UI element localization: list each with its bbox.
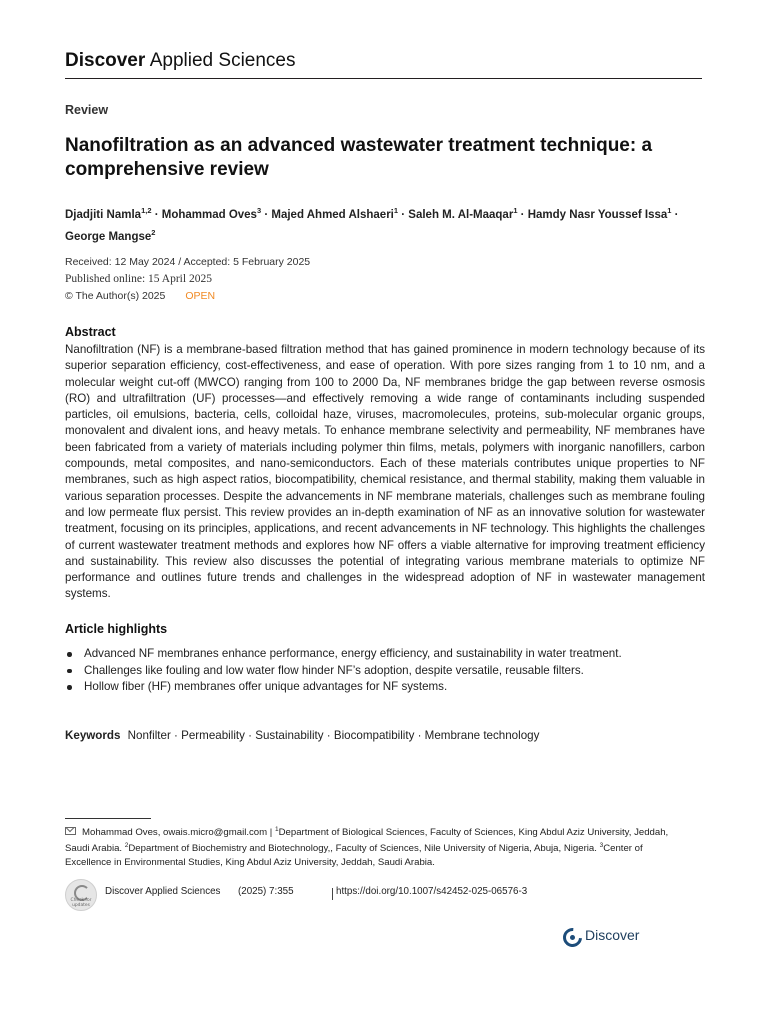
author-affiliation: 1,2 [141, 206, 152, 215]
author-affiliation: 1 [393, 206, 399, 215]
abstract-text: Nanofiltration (NF) is a membrane-based filtration method that has gained prominence in modern technology because of its superior separation efficiency, cost-effectiveness, and ease of operation. With pore sizes ranging from 1 to 10 nm, and a molecular weight cut-off (MWCO) ranging from 100 to 2000 Da, NF membranes bridge the gap between reverse osmosis (RO) and ultrafiltration (UF) processes—and effectively removing a wide range of contaminants including suspended particles, oil emulsions, bacteria, cells, colloidal haze, viruses, macromolecules, proteins, sub-molecular organic groups, monovalent and divalent ions, and heavy metals. To enhance membrane selectivity and permeability, NF membranes have been fabricated from a variety of materials including polymer thin films, metals, polymers with inorganic nanofillers, carbon compounds, metal composites, and nano-semiconductors. Each of these materials contributes unique properties to NF membranes, such as high aspect ratios, biocompatibility, chemical resistance, and thermal stability, making them valuable in various separation processes. Despite the advancements in NF membrane materials, challenges such as membrane fouling and low permeate flux persist. This review provides an in-depth examination of NF as an innovative solution for wastewater treatment, focusing on its principles, applications, and recent advancements in NF technology. This highlights the challenges of current wastewater treatment methods and explores how NF offers a viable alternative for improving treatment efficiency and sustainability. This review also discusses the potential of integrating various membrane materials to optimize NF performance and outlines future trends and challenges in the widespread adoption of NF in wastewater management systems. [65, 343, 705, 601]
author-name[interactable]: Mohammad Oves [161, 208, 257, 221]
author-affiliation: 1 [667, 206, 672, 215]
author-name[interactable]: Majed Ahmed Alshaeri [271, 208, 394, 221]
publisher-logo-text: Discover [585, 927, 640, 943]
affiliation: Center of Excellence in Environmental Studies, King Abdul Aziz University, Jeddah, Saudi Arabia. [65, 843, 643, 868]
author-name[interactable]: George Mangse [65, 230, 152, 243]
list-item: Challenges like fouling and low water flow hinder NF’s adoption, despite versatile, reusable filters. [65, 663, 622, 680]
list-item: Advanced NF membranes enhance performance, energy efficiency, and sustainability in water treatment. [65, 646, 622, 663]
open-access-badge[interactable]: OPEN [185, 290, 216, 302]
corresponding-author[interactable]: Mohammad Oves, owais.micro@gmail.com [82, 827, 268, 839]
copyright-line [65, 288, 310, 305]
affiliation: Department of Biochemistry and Biotechnology,, Faculty of Sciences, Nile University of Nigeria, Abuja, Nigeria. [128, 843, 597, 855]
discover-logo-dot [570, 935, 575, 940]
envelope-icon [65, 827, 76, 835]
abstract-heading: Abstract [65, 325, 116, 339]
author-affiliation: 2 [151, 227, 156, 237]
keywords-label: Keywords [65, 729, 121, 742]
journal-brand: Discover [65, 50, 146, 71]
journal-header [65, 50, 702, 79]
check-for-updates-badge[interactable] [65, 879, 97, 911]
article-type: Review [65, 103, 109, 117]
footer-journal-name: Discover Applied Sciences [105, 886, 221, 897]
copyright-text: © The Author(s) 2025 [65, 290, 166, 302]
list-item: Hollow fiber (HF) membranes offer unique advantages for NF systems. [65, 679, 622, 696]
doi-link[interactable]: https://doi.org/10.1007/s42452-025-06576-3 [336, 886, 528, 897]
publication-dates [65, 254, 310, 305]
highlights-heading: Article highlights [65, 622, 168, 636]
author-name[interactable]: Hamdy Nasr Youssef Issa [527, 208, 668, 221]
author-name[interactable]: Djadjiti Namla [65, 208, 142, 221]
author-name[interactable]: Saleh M. Al-Maaqar [408, 208, 514, 221]
affiliation-number: 1 [274, 826, 279, 833]
footer-volume: (2025) 7:355 [238, 886, 294, 897]
journal-name: Applied Sciences [149, 50, 296, 71]
affiliation-number: 2 [124, 842, 129, 850]
footnote-divider [65, 818, 151, 819]
published-date: Published online: 15 April 2025 [65, 273, 212, 285]
author-affiliation: 3 [256, 206, 262, 215]
badge-label: Check for updates [70, 898, 92, 908]
page-footer [65, 879, 702, 911]
affiliation: Department of Biological Sciences, Faculty of Sciences, King Abdul Aziz University, Jeddah, Saudi Arabia. [65, 827, 669, 855]
keywords-list: Nonfilter · Permeability · Sustainability · Biocompatibility · Membrane technology [127, 729, 540, 742]
keywords [65, 729, 539, 742]
corresponding-author-footnote: Mohammad Oves, owais.micro@gmail.com | $^1$Department of Biological Sciences, Faculty of Sciences, King Abdul Aziz University, Jeddah, Saudi Arabia. $^2$Department of Biochemistry and Biotechnology,, Faculty of Sciences, Nile University of Nigeria, Abuja, Nigeria. $^3$Center of Excellence in Environmental Studies, King Abdul Aziz University, Jeddah, Saudi Arabia. [65, 826, 669, 868]
author-list: Djadjiti Namla$^{1,2}$ · Mohammad Oves$^3$ · Majed Ahmed Alshaeri$^1$ · Saleh M. Al-Maaqar$^1$ · Hamdy Nasr Youssef Issa$^1$ · George Mangse$^2$ [65, 206, 679, 243]
article-title: Nanofiltration as an advanced wastewater treatment technique: a comprehensive review [65, 135, 653, 180]
highlights-list [65, 646, 622, 696]
received-accepted-date: Received: 12 May 2024 / Accepted: 5 February 2025 [65, 256, 311, 268]
affiliation-number: 3 [599, 842, 604, 850]
author-affiliation: 1 [513, 206, 518, 215]
